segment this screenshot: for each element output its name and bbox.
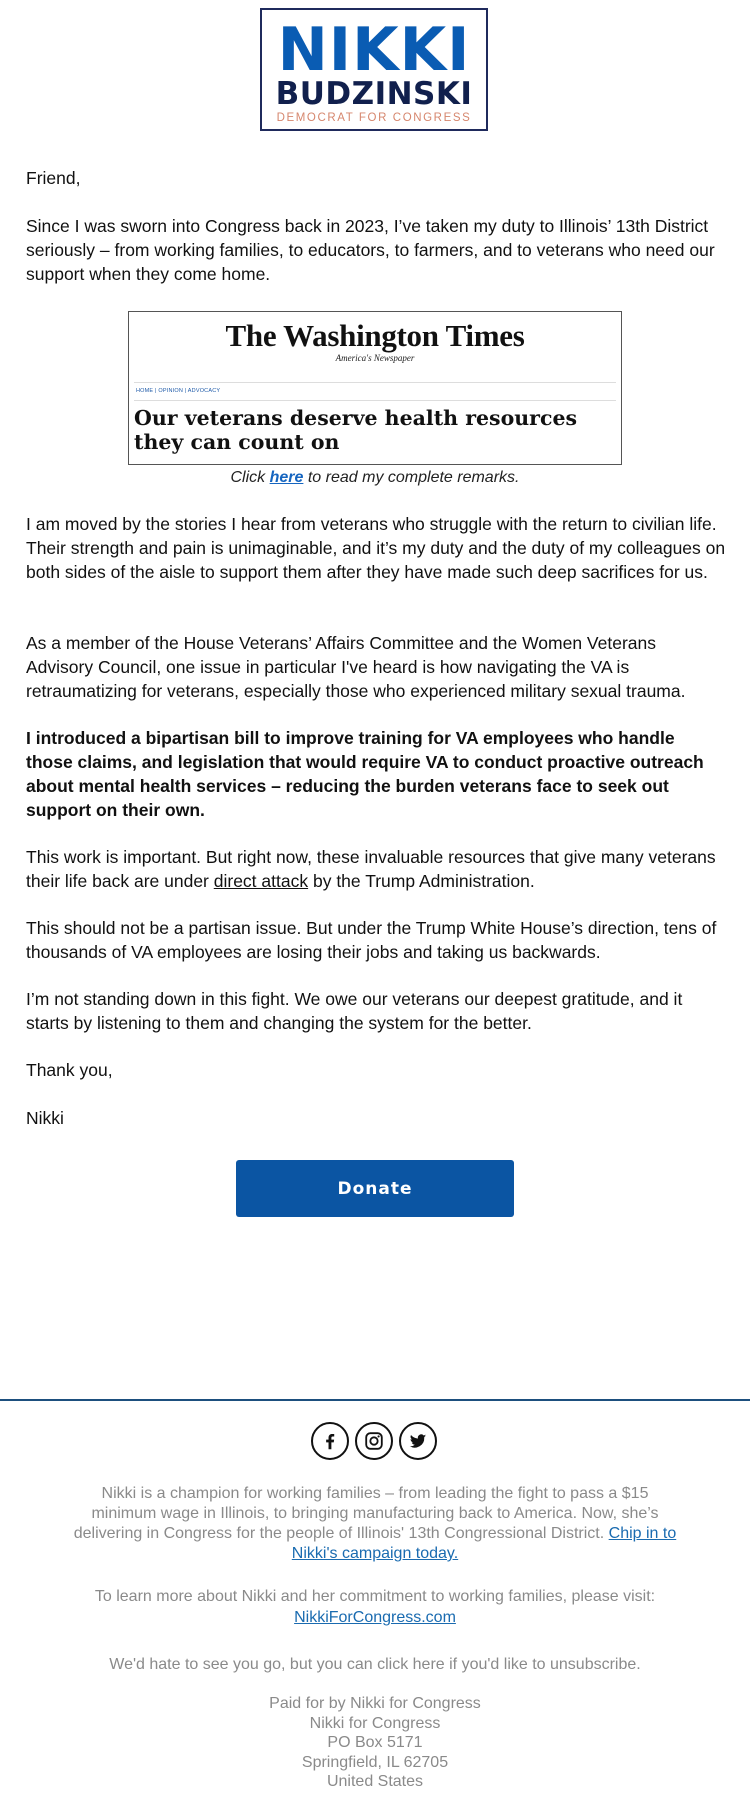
footer-learn-more: To learn more about Nikki and her commitment to working families, please visit: [94,1588,656,1605]
partisan-paragraph: This should not be a partisan issue. But under the Trump White House’s direction, tens of thousands of VA employees are losing their jobs and taking us backwards. [26,918,717,962]
article-headline: Our veterans deserve health resources they can count on [134,406,578,454]
facebook-icon[interactable] [311,1422,349,1460]
instagram-icon[interactable] [355,1422,393,1460]
country: United States [326,1773,424,1790]
logo-tagline: DEMOCRAT FOR CONGRESS [276,112,472,124]
article-image[interactable] [128,311,622,465]
divider [134,382,616,383]
bill-paragraph: I introduced a bipartisan bill to improve training for VA employees who handle those claims, and legislation that would require VA to conduct proactive outreach about mental health services – reducing the burden veterans face to seek out support on their own. [26,728,704,820]
article-caption: Click here to read my complete remarks. [230,469,520,486]
paid-for-disclaimer: Paid for by Nikki for Congress [269,1695,481,1712]
donate-button[interactable]: Donate [236,1160,514,1217]
committee-paragraph: As a member of the House Veterans’ Affairs Committee and the Women Veterans Advisory Council, one issue in particular I've heard is how navigating the VA is retraumatizing for veterans, especially those who experienced military sexual trauma. [26,633,686,701]
website-link[interactable]: NikkiForCongress.com [294,1609,456,1626]
newspaper-masthead: The Washington Times [225,318,525,353]
article-breadcrumb: HOME | OPINION | ADVOCACY [136,388,221,394]
newspaper-tagline: America's Newspaper [335,353,415,363]
thank-you: Thank you, [26,1060,113,1080]
read-remarks-link[interactable]: here [269,469,304,486]
campaign-logo [260,8,488,131]
org-name: Nikki for Congress [309,1715,441,1732]
greeting: Friend, [26,168,81,188]
unsubscribe-link[interactable]: We'd hate to see you go, but you can click here if you'd like to unsubscribe. [109,1656,641,1673]
twitter-icon[interactable] [399,1422,437,1460]
po-box: PO Box 5171 [327,1734,423,1751]
logo-last-name: BUDZINSKI [275,76,473,112]
not-standing-down-paragraph: I’m not standing down in this fight. We owe our veterans our deepest gratitude, and it starts by listening to them and changing the system for the better. [26,989,683,1033]
chip-in-link[interactable]: Chip in to Nikki's campaign today. [291,1525,677,1562]
veterans-stories-paragraph: I am moved by the stories I hear from veterans who struggle with the return to civilian life. Their strength and pain is unimaginable, and it’s my duty and the duty of my colleagues on both sides of the aisle to support them after they have made such deep sacrifices for us. [26,514,726,582]
intro-paragraph: Since I was sworn into Congress back in 2023, I’ve taken my duty to Illinois’ 13th District seriously – from working families, to educators, to farmers, and to veterans who need our support when they come home. [26,216,715,284]
work-important-paragraph: This work is important. But right now, these invaluable resources that give many veterans their life back are under direct attack by the Trump Administration. [26,847,716,891]
footer-divider [0,1399,750,1401]
direct-attack-link[interactable]: direct attack [213,871,309,891]
footer-site [70,1608,680,1628]
city-state-zip: Springfield, IL 62705 [301,1754,449,1771]
logo-first-name: NIKKI [277,15,471,85]
divider [134,400,616,401]
footer-about: Nikki is a champion for working families – from leading the fight to pass a $15 minimum wage in Illinois, to bringing manufacturing back to America. Now, she’s delivering in Congress for the people of Illinois' 13th Congressional District. Chip in to Nikki's campaign today. [73,1485,677,1562]
signature: Nikki [26,1108,64,1128]
